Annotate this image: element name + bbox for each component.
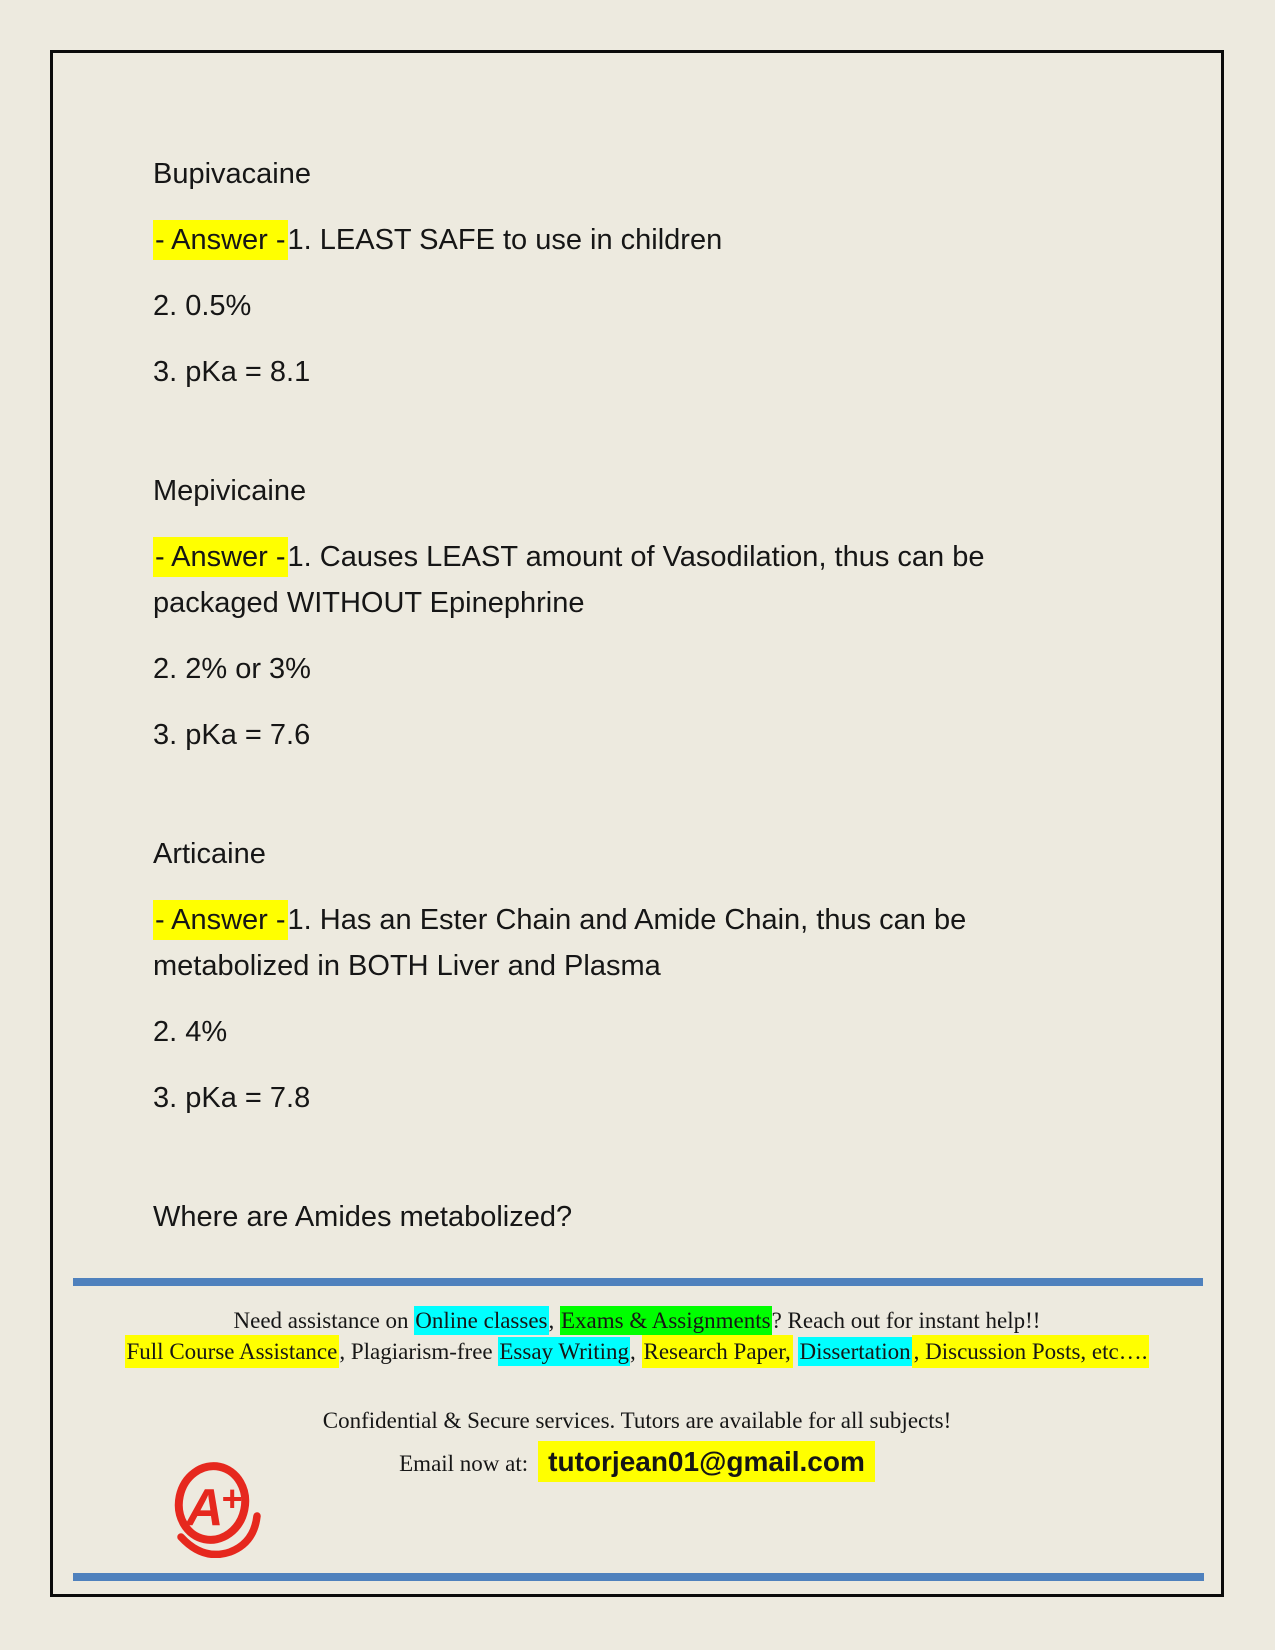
detail-item: 3. pKa = 8.1 — [153, 356, 311, 388]
text-segment: 1. Causes LEAST amount of Vasodilation, thus can be packaged WITHOUT Epinephrine — [153, 541, 985, 619]
question-text: Where are Amides metabolized? — [153, 1201, 573, 1233]
answer-paragraph — [153, 217, 1093, 263]
a-plus-logo-icon — [170, 1458, 262, 1558]
text-segment: - Answer - — [153, 537, 288, 577]
answer-paragraph — [153, 534, 1093, 626]
logo-plus-sign: + — [221, 1478, 243, 1519]
document-frame — [50, 50, 1224, 1597]
detail-item: 2. 4% — [153, 1016, 228, 1048]
email-label: Email now at: — [399, 1451, 529, 1476]
ad-line-2 — [53, 1336, 1221, 1367]
term-title: Mepivicaine — [153, 475, 307, 507]
top-divider-line — [73, 1278, 1203, 1286]
text-segment: Essay Writing — [499, 1339, 629, 1364]
text-segment: - Answer - — [153, 220, 288, 260]
text-segment: Online classes — [415, 1308, 548, 1333]
logo-letter-a: A — [186, 1479, 224, 1537]
term-section-bupivacaine — [153, 151, 1221, 395]
term-title: Articaine — [153, 838, 266, 870]
detail-item: 2. 2% or 3% — [153, 653, 311, 685]
text-segment: 1. Has an Ester Chain and Amide Chain, thus can be metabolized in BOTH Liver and Plasma — [153, 904, 967, 982]
text-segment: , Discussion Posts, etc…. — [912, 1335, 1150, 1368]
detail-item: 3. pKa = 7.6 — [153, 719, 311, 751]
text-segment: , Plagiarism-free — [339, 1339, 499, 1364]
bottom-divider-line — [73, 1573, 1204, 1581]
term-section-mepivicaine — [153, 468, 1221, 758]
text-segment: Dissertation — [799, 1339, 911, 1364]
text-segment: Full Course Assistance — [125, 1335, 340, 1368]
detail-item: 3. pKa = 7.8 — [153, 1082, 311, 1114]
ad-line-1 — [53, 1305, 1221, 1336]
text-segment: ? Reach out for instant help!! — [771, 1308, 1041, 1333]
email-address: tutorjean01@gmail.com — [538, 1441, 875, 1482]
answer-paragraph — [153, 897, 1093, 989]
text-segment: 1. LEAST SAFE to use in children — [287, 224, 723, 256]
text-segment: - Answer - — [153, 900, 288, 940]
document-content — [53, 53, 1221, 1240]
text-segment: Need assistance on — [233, 1308, 415, 1333]
text-segment: Research Paper, — [642, 1335, 793, 1368]
text-segment: , — [630, 1339, 642, 1364]
term-section-articaine — [153, 831, 1221, 1121]
text-segment: Exams & Assignments — [561, 1308, 771, 1333]
detail-item: 2. 0.5% — [153, 290, 252, 322]
text-segment: , — [548, 1308, 560, 1333]
services-line: Confidential & Secure services. Tutors are available for all subjects! — [322, 1408, 952, 1433]
term-title: Bupivacaine — [153, 158, 311, 190]
